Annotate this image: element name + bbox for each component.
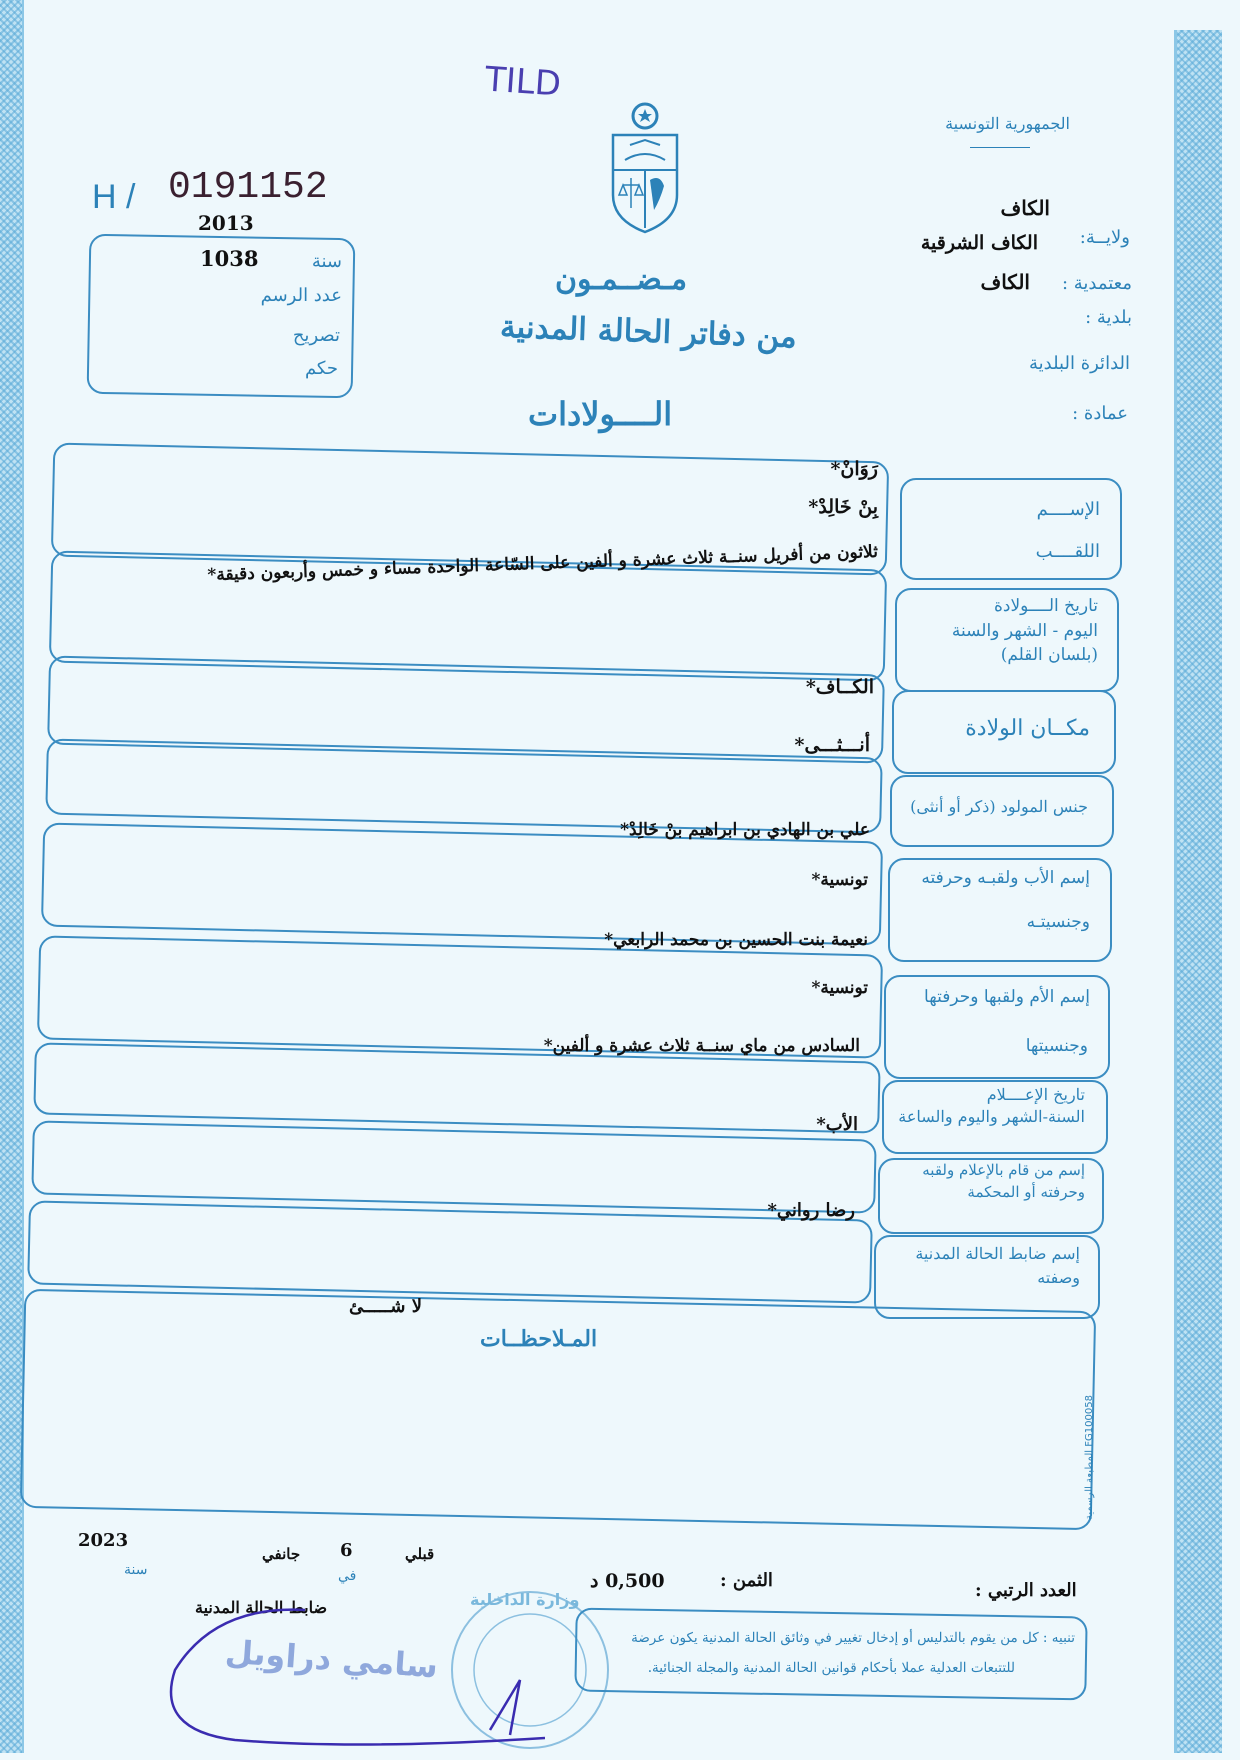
divider xyxy=(970,147,1030,148)
footer-day: 6 xyxy=(340,1540,353,1561)
officer-name-label-line2: وصفته xyxy=(1037,1268,1080,1287)
footer-in-label: في xyxy=(338,1568,357,1584)
delegation-value: الكاف الشرقية xyxy=(920,232,1038,254)
title-line3: الــــولادات xyxy=(528,395,673,433)
gender-value: أنـــثـــى* xyxy=(794,734,870,756)
name-label: الإســــم xyxy=(1036,499,1100,520)
officer-name-value: رضا رواني* xyxy=(767,1200,855,1221)
remarks-label: المـلاحظــات xyxy=(480,1326,598,1352)
father-label: إسم الأب ولقبـه وحرفته xyxy=(921,868,1090,888)
municipality-value: الكاف xyxy=(980,270,1030,294)
surname-value: بِنْ خَالِدْ* xyxy=(808,496,878,518)
warning-line2: للتتبعات العدلية عملا بأحكام قوانين الحالة المدنية والمجلة الجنائية. xyxy=(647,1660,1015,1676)
birth-date-label-line3: (بلسان القلم) xyxy=(1000,645,1098,666)
footer-place: قبلي xyxy=(405,1545,435,1563)
footer-month: جانفي xyxy=(262,1545,301,1563)
municipality-label: بلدية : xyxy=(1085,307,1132,328)
declaration-date-label xyxy=(898,1084,1085,1129)
wilaya-label: ولايــة: xyxy=(1079,227,1130,248)
serial-prefix: H / xyxy=(92,178,136,216)
stamp-label: وزارة الداخلية xyxy=(470,1590,580,1609)
mother-nationality-value: تونسية* xyxy=(811,978,868,998)
wilaya-value: الكاف xyxy=(1000,196,1050,220)
declaration-label: تصريح xyxy=(292,325,340,346)
price-label: الثمن : xyxy=(720,1570,773,1591)
declaration-date-value: السادس من ماي سنــة ثلاث عشرة و ألفين* xyxy=(543,1036,860,1056)
act-number: 1038 xyxy=(200,246,259,271)
officer-name-label-line1: إسم ضابط الحالة المدنية xyxy=(915,1244,1080,1263)
first-name-value: رَوَانْ* xyxy=(830,458,878,480)
declarant-label-line1: إسم من قام بالإعلام ولقبه xyxy=(922,1161,1085,1179)
birth-date-label-line1: تاريخ الــــولادة xyxy=(993,596,1098,616)
judgment-label: حكم xyxy=(304,358,338,379)
serial-number: 0191152 xyxy=(168,166,328,209)
republic-label: الجمهورية التونسية xyxy=(945,114,1070,133)
declaration-date-label-line1: تاريخ الإعــــلام xyxy=(986,1085,1085,1104)
warning-line1: تنبيه : كل من يقوم بالتدليس أو إدخال تغيير في وثائق الحالة المدنية يكون عرضة xyxy=(631,1630,1075,1646)
title-line2: من دفاتر الحالة المدنية xyxy=(499,308,798,356)
serial-year: 2013 xyxy=(198,211,254,235)
declarant-value: الأب* xyxy=(816,1114,858,1135)
title-line1: مـضــمـون xyxy=(555,262,688,297)
mother-label: إسم الأم ولقبها وحرفتها xyxy=(924,987,1090,1007)
mother-value: نعيمة بنت الحسين بن محمد الرابعي* xyxy=(604,930,868,950)
mother-nationality-label: وجنسيتها xyxy=(1025,1036,1088,1056)
declarant-label xyxy=(922,1160,1085,1204)
declarant-label-line2: وحرفته أو المحكمة xyxy=(967,1182,1085,1201)
warning-box xyxy=(574,1608,1087,1701)
security-border-right xyxy=(1174,30,1222,1753)
father-value-box xyxy=(41,822,883,945)
surname-label: اللقــــب xyxy=(1035,541,1100,562)
birth-date-label xyxy=(952,594,1098,668)
birth-date-label-line2: اليوم - الشهر والسنة xyxy=(951,620,1098,641)
birth-place-label: مكــان الولادة xyxy=(965,716,1090,741)
officer-value-box xyxy=(27,1200,873,1303)
act-number-label: عدد الرسم xyxy=(260,285,342,306)
year-label: سنة xyxy=(311,251,342,272)
father-value: علي بن الهادي بن ابراهيم بنْ خَالِدْ* xyxy=(620,820,870,840)
declaration-date-label-line2: السنة-الشهر واليوم والساعة xyxy=(898,1107,1085,1127)
footer-year-label: سنة xyxy=(124,1562,148,1578)
father-nationality-value: تونسية* xyxy=(811,870,868,890)
officer-title: ضابط الحالة المدنية xyxy=(195,1598,328,1617)
birth-date-value: ثلاثون من أفريل سنــة ثلاث عشرة و ألفين على السّاعة الواحدة مساء و خمس وأربعون دقيقة* xyxy=(207,542,879,586)
remarks-value: لا شـــــئ xyxy=(349,1296,422,1317)
imada-label: عمادة : xyxy=(1072,403,1128,424)
birth-place-value: الكــاف* xyxy=(805,676,874,698)
price-value: 0,500 د xyxy=(590,1570,665,1592)
declarant-value-box xyxy=(31,1120,876,1213)
officer-name-label xyxy=(915,1242,1080,1290)
footer-year-value: 2023 xyxy=(78,1530,129,1551)
declaration-date-value-box xyxy=(33,1042,880,1133)
remarks-box xyxy=(20,1289,1096,1530)
handwritten-note: TILD xyxy=(483,59,563,105)
father-nationality-label: وجنسيتـه xyxy=(1026,912,1090,932)
coat-of-arms-icon xyxy=(605,100,685,235)
district-label: الدائرة البلدية xyxy=(1028,353,1130,374)
gender-label: جنس المولود (ذكر أو أنثى) xyxy=(910,797,1088,816)
delegation-label: معتمدية : xyxy=(1061,273,1132,294)
officer-name-stamp: سامي دراويل xyxy=(223,1632,440,1686)
printer-mark: المطبعة الرسمية FG100058 xyxy=(1084,1395,1095,1520)
serial-number-label: العدد الرتبي : xyxy=(975,1580,1077,1601)
